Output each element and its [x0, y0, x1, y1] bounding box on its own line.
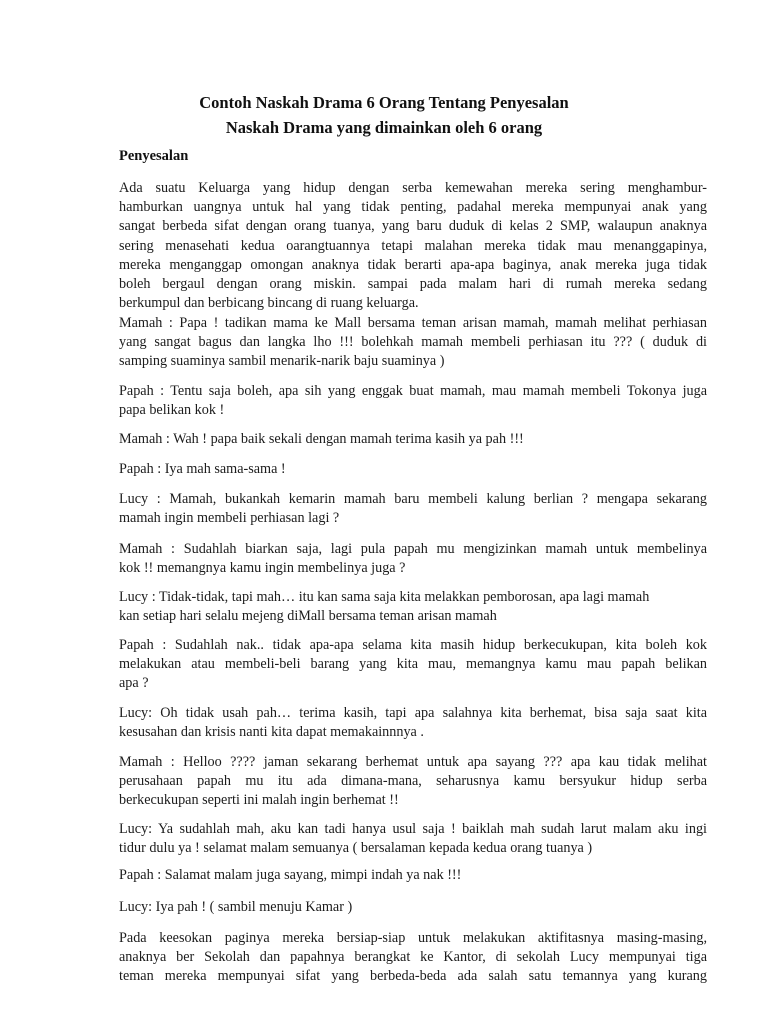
document-subtitle: Naskah Drama yang dimainkan oleh 6 orang	[225, 118, 543, 137]
text-line: perusahaan papah mu itu ada dimana-mana, seharusnya kamu bersyukur hidup serba	[119, 773, 707, 790]
text-line: berkecukupan seperti ini malah ingin berhemat !!	[119, 792, 399, 809]
text-line: Mamah : Helloo ???? jaman sekarang berhemat untuk apa sayang ??? apa kau tidak melihat	[119, 754, 707, 770]
document-title: Contoh Naskah Drama 6 Orang Tentang Penyesalan	[199, 93, 569, 112]
text-line: kan setiap hari selalu mejeng diMall bersama teman arisan mamah	[119, 608, 497, 625]
text-line: Lucy : Tidak-tidak, tapi mah… itu kan sama saja kita melakkan pemborosan, apa lagi mamah	[119, 589, 650, 605]
text-line: samping suaminya sambil menarik-narik baju suaminya )	[119, 353, 445, 370]
dialogue-mamah-3	[119, 540, 707, 578]
dialogue-mamah-2	[119, 430, 707, 449]
text-line: mereka menganggap omongan anaknya tidak berarti apa-apa baginya, anak mereka juga tidak	[119, 256, 707, 273]
text-line: Ada suatu Keluarga yang hidup dengan serba kemewahan mereka sering menghambur-	[119, 180, 707, 196]
text-line: mamah ingin membeli perhiasan lagi ?	[119, 510, 340, 527]
text-line: hamburkan uangnya untuk hal yang tidak penting, padahal mereka mempunyai anak yang	[119, 199, 707, 216]
text-line: kesusahan dan krisis nanti kita dapat memakainnnya .	[119, 724, 424, 741]
text-line: papa belikan kok !	[119, 402, 225, 419]
text-line: Lucy: Oh tidak usah pah… terima kasih, tapi apa salahnya kita berhemat, bisa saja saat kita	[119, 705, 707, 721]
text-line: apa ?	[119, 675, 149, 692]
text-line: berkumpul dan berbicang bincang di ruang keluarga.	[119, 295, 419, 312]
text-line: Mamah : Papa ! tadikan mama ke Mall bersama teman arisan mamah, mamah melihat perhiasan	[119, 315, 707, 331]
text-line: sangat berbeda sifat dengan orang tuanya, yang baru duduk di kelas 2 SMP, walaupun anaknya	[119, 218, 707, 235]
text-line: Papah : Tentu saja boleh, apa sih yang enggak buat mamah, mau mamah membeli Tokonya juga	[119, 383, 707, 399]
text-line: Mamah : Wah ! papa baik sekali dengan mamah terima kasih ya pah !!!	[119, 431, 524, 447]
section-heading: Penyesalan	[119, 148, 189, 164]
text-line: Papah : Iya mah sama-sama !	[119, 461, 286, 477]
text-line: Lucy: Ya sudahlah mah, aku kan tadi hanya usul saja ! baiklah mah sudah larut malam aku ingi	[119, 821, 707, 837]
dialogue-papah-4	[119, 866, 707, 885]
text-line: Papah : Sudahlah nak.. tidak apa-apa selama kita masih hidup berkecukupan, kita boleh kok	[119, 637, 707, 653]
dialogue-papah-3	[119, 636, 707, 694]
paragraph-next-morning	[119, 929, 707, 987]
paragraph-intro	[119, 179, 707, 313]
dialogue-papah-2	[119, 460, 707, 479]
dialogue-lucy-5	[119, 898, 707, 917]
text-line: tidur dulu ya ! selamat malam semuanya ( bersalaman kepada kedua orang tuanya )	[119, 840, 593, 857]
dialogue-lucy-2	[119, 588, 707, 626]
dialogue-lucy-4	[119, 820, 707, 858]
text-line: Lucy: Iya pah ! ( sambil menuju Kamar )	[119, 899, 353, 915]
text-line: Papah : Salamat malam juga sayang, mimpi indah ya nak !!!	[119, 867, 462, 883]
text-line: boleh bergaul dengan orang miskin. sampai pada malam hari di rumah mereka sedang	[119, 275, 707, 292]
dialogue-papah-1	[119, 382, 707, 420]
text-line: teman mereka mempunyai sifat yang berbeda-beda ada salah satu temannya yang kurang	[119, 968, 707, 985]
text-line: sering menasehati kedua oarangtuannya tetapi malahan mereka tidak mau menanggapinya,	[119, 237, 707, 254]
text-line: anaknya ber Sekolah dan papahnya berangkat ke Kantor, di sekolah Lucy mempunyai tiga	[119, 949, 707, 966]
dialogue-lucy-1	[119, 490, 707, 528]
dialogue-lucy-3	[119, 704, 707, 742]
text-line: melakukan atau membeli-beli barang yang kita mau, memangnya kamu mau papah belikan	[119, 656, 707, 673]
dialogue-mamah-4	[119, 753, 707, 811]
dialogue-mamah-1	[119, 314, 707, 372]
text-line: Lucy : Mamah, bukankah kemarin mamah baru membeli kalung berlian ? mengapa sekarang	[119, 491, 707, 507]
text-line: yang sangat bagus dan langka lho !!! bolehkah mamah membeli perhiasan itu ??? ( duduk di	[119, 334, 707, 351]
text-line: Mamah : Sudahlah biarkan saja, lagi pula papah mu mengizinkan mamah untuk membelinya	[119, 541, 707, 557]
text-line: Pada keesokan paginya mereka bersiap-siap untuk melakukan aktifitasnya masing-masing,	[119, 930, 707, 946]
text-line: kok !! memangnya kamu ingin membelinya juga ?	[119, 560, 406, 577]
